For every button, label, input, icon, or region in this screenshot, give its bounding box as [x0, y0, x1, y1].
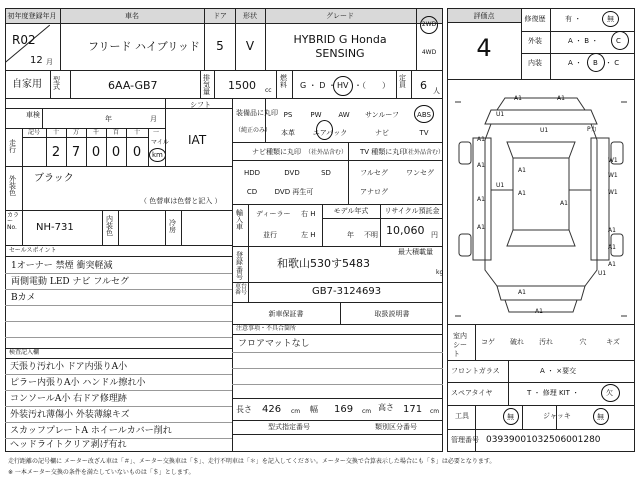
spare-options: T ・ 修理 KIT ・: [527, 389, 580, 397]
height-unit: cm: [430, 408, 440, 415]
damage-mark-21: A1: [518, 289, 526, 296]
import-left: 左 H: [301, 231, 316, 239]
equip-abs: ABS: [417, 111, 431, 119]
mileage-digit-4: 0: [132, 145, 142, 160]
sales-point-1: 1オーナー 禁煙 衝突軽減: [11, 261, 113, 271]
exterior-grade-selected: C: [616, 37, 621, 45]
displacement-label: 排気量: [203, 74, 210, 96]
inspector-note-6: ヘッドライトクリア剥げ有れ: [10, 440, 127, 450]
car-name-label: 車名: [125, 12, 139, 20]
repair-selected: 無: [607, 15, 614, 23]
equip-airbag: エアバック: [312, 129, 348, 137]
interior-grade-selected: B: [593, 59, 598, 67]
seat-hole: 穴: [579, 338, 587, 346]
ac-label: 冷房: [169, 219, 176, 234]
inspector-note-3: コンソールA小 右ドア修理跡: [10, 394, 127, 404]
digit-label-3: 千: [92, 129, 100, 136]
inspection-label: 車検: [26, 111, 40, 119]
reg-year: R02: [12, 33, 36, 47]
damage-mark-22: A1: [535, 308, 543, 315]
digit-label-0: 記号: [27, 129, 41, 136]
seat-scratch: キズ: [606, 338, 620, 346]
tv-oneseg: ワンセグ: [406, 169, 434, 177]
tool-selected: 無: [507, 413, 514, 421]
car-damage-diagram: [447, 80, 635, 324]
grade-line1: HYBRID G Honda: [293, 33, 387, 46]
damage-mark-9: A1: [518, 167, 526, 174]
inspector-note-4: 外装汚れ薄傷小 外装薄線キズ: [10, 410, 130, 420]
equip-sunroof: サンルーフ: [364, 111, 400, 119]
capacity: 6: [420, 79, 427, 92]
inspector-label: 検査記入欄: [9, 349, 40, 356]
sales-point-3: Bカメ: [11, 293, 36, 303]
interior-grade-options: A ・: [568, 59, 583, 67]
equip-leather: 本革: [281, 129, 295, 137]
inspector-note-2: ピラー内張りA小 ハンドル擦れ小: [10, 378, 146, 388]
height-label: 高さ: [378, 403, 394, 412]
damage-mark-14: A1: [477, 196, 485, 203]
mgmt-number: 03939001032506001280: [486, 435, 601, 445]
drive-4wd: 4WD: [421, 49, 437, 56]
damage-mark-8: W1: [608, 157, 618, 164]
digit-label-5: 十: [133, 129, 141, 136]
repair-options: 有 ・: [565, 15, 582, 23]
plate-label: 登録番号: [236, 251, 243, 282]
equip-aw: AW: [338, 111, 350, 119]
capacity-unit: 人: [433, 87, 440, 95]
model: 6AA-GB7: [108, 79, 158, 92]
damage-mark-10: W1: [608, 172, 618, 179]
footer-line-1: 走行距離の記号欄に メーター改ざん車は「＃」、メーター交換車は「＄」、走行不明車は「＊」を記入してください。メーター交換で合算表示した場合にも「＄」は必要となります。: [8, 458, 496, 465]
damage-mark-11: W1: [608, 189, 618, 196]
damage-mark-20: U1: [598, 270, 607, 277]
fuel-options: G ・ D ・: [300, 81, 336, 90]
seat-stain: 汚れ: [539, 338, 553, 346]
door-label: ドア: [213, 12, 227, 20]
chassis-label: 車台番号: [235, 283, 248, 296]
digit-label-6: 一: [152, 129, 160, 136]
shift-value: IAT: [188, 133, 207, 147]
navi-cd: CD: [246, 188, 258, 196]
model-year-unknown: 不明: [364, 231, 378, 239]
shape-label: 形状: [243, 12, 257, 20]
max-load-kg: kg: [436, 269, 444, 276]
equip-ps: PS: [283, 111, 293, 119]
score-label: 評価点: [473, 12, 495, 20]
equipment-label: 装備品に丸印: [236, 109, 278, 117]
mileage-label: 走行: [9, 139, 16, 154]
damage-mark-7: A1: [477, 162, 485, 169]
width-unit: cm: [362, 408, 372, 415]
mileage-digit-2: 0: [91, 145, 101, 160]
car-name: フリード ハイブリッド: [88, 40, 200, 53]
damage-mark-6: U1: [540, 127, 549, 134]
spare-label: スペアタイヤ: [451, 389, 493, 397]
digit-label-2: 万: [72, 129, 80, 136]
navi-dvd: DVD: [284, 169, 300, 177]
mileage-digit-1: 7: [71, 145, 81, 160]
import-dealer: ディーラー: [256, 210, 291, 218]
inspection-year-label: 年: [105, 115, 112, 123]
use-type: 自家用: [12, 79, 42, 90]
color-no-label: カラーNo.: [7, 212, 20, 231]
navi-sub: （社外品含む）: [305, 149, 348, 156]
month-unit: 月: [46, 58, 53, 66]
exterior-color: ブラック: [34, 173, 74, 184]
km-label: km: [152, 151, 163, 159]
length-value: 426: [262, 404, 282, 415]
model-spec-label: 型式指定番号: [268, 423, 310, 431]
drive-2wd: 2WD: [421, 21, 437, 28]
caution-label: 注意事項・不具合箇所: [236, 325, 297, 332]
navi-dvd-play: DVD 再生可: [274, 188, 314, 196]
interior-grade-label: 内装: [528, 59, 542, 67]
damage-mark-12: A1: [518, 190, 526, 197]
equip-tv: TV: [419, 129, 429, 137]
mile-label: マイル: [151, 139, 169, 146]
model-year-label: モデル年式: [333, 207, 369, 215]
damage-mark-15: A1: [560, 200, 568, 207]
plate-value: 和歌山530す5483: [277, 257, 370, 270]
tv-analog: アナログ: [360, 188, 388, 196]
windshield-value: A ・ ×要交: [540, 367, 577, 375]
inspection-month-label: 月: [150, 115, 157, 123]
sales-point-label: セールスポイント: [9, 247, 57, 254]
windshield-label: フロントガラス: [451, 367, 500, 375]
interior-grade-rest: ・ C: [605, 59, 620, 67]
mileage-digit-3: 0: [111, 145, 121, 160]
color-no: NH-731: [36, 222, 74, 233]
repair-label: 修復歴: [524, 15, 546, 23]
fuel-label: 燃料: [280, 74, 287, 89]
exterior-grade-label: 外装: [528, 37, 542, 45]
import-right: 右 H: [301, 210, 316, 218]
damage-mark-19: A1: [608, 261, 616, 268]
damage-mark-2: A1: [557, 95, 565, 102]
grade-line2: SENSING: [315, 47, 365, 60]
damage-mark-17: A1: [608, 227, 616, 234]
seat-burn: コゲ: [481, 338, 495, 346]
jack-selected: 無: [597, 413, 604, 421]
tv-fullseg: フルセグ: [360, 169, 388, 177]
damage-mark-3: U1: [496, 111, 505, 118]
sales-point-2: 両側電動 LED ナビ フルセグ: [11, 277, 129, 287]
equip-pw: PW: [310, 111, 322, 119]
damage-mark-5: A1: [477, 136, 485, 143]
width-label: 幅: [310, 405, 318, 414]
reg-month: 12: [30, 55, 43, 66]
exterior-color-label: 外装色: [9, 175, 16, 197]
damage-mark-16: A1: [477, 224, 485, 231]
recycle-label: リサイクル預託金: [384, 207, 440, 215]
navi-hdd: HDD: [243, 169, 261, 177]
footer-line-2: ※ 一本メーター交換の条件を満たしていないものは「＄」とします。: [8, 469, 195, 476]
tv-sub: （社外品含む）: [402, 149, 445, 156]
spare-selected: 欠: [606, 389, 613, 397]
tool-label: 工具: [455, 412, 469, 420]
color-note: （ 色替車は色替と記入 ）: [140, 197, 222, 205]
exterior-grade-options: A ・ B ・: [568, 37, 599, 45]
jack-label: ジャッキ: [543, 412, 571, 420]
seat-label: 室内シート: [453, 332, 467, 359]
equipment-sub: （純正のみ）: [235, 127, 272, 134]
displacement: 1500: [228, 79, 256, 92]
import-parallel: 並行: [263, 231, 277, 239]
fuel-rest: ・（ ）: [354, 81, 390, 90]
recycle-value: 10,060: [386, 224, 425, 237]
import-label: 輸入車: [236, 209, 243, 231]
damage-mark-4: P力: [587, 126, 597, 133]
mgmt-label: 管理番号: [451, 436, 479, 444]
shift-label: シフト: [190, 101, 211, 109]
model-label: 型式: [53, 76, 60, 91]
inspector-note-1: 天張り汚れ小 ドア内張りA小: [10, 362, 128, 372]
category-label: 類別区分番号: [375, 423, 417, 431]
length-unit: cm: [291, 408, 301, 415]
capacity-label: 定員: [399, 74, 406, 89]
damage-mark-13: U1: [496, 182, 505, 189]
damage-mark-18: A1: [608, 244, 616, 251]
manual: 取扱説明書: [374, 310, 410, 318]
damage-mark-1: A1: [514, 95, 522, 102]
height-value: 171: [403, 404, 423, 415]
score-value: 4: [476, 34, 492, 62]
fuel-hv: HV: [337, 81, 349, 90]
mileage-digit-0: 2: [51, 145, 61, 160]
new-warranty: 新車保証書: [268, 310, 304, 318]
cc-unit: cc: [265, 87, 272, 94]
digit-label-1: 十: [52, 129, 60, 136]
model-year-unit: 年: [347, 231, 354, 239]
navi-title: ナビ種類に丸印: [252, 148, 301, 156]
digit-label-4: 百: [112, 129, 120, 136]
caution-value: フロアマットなし: [238, 339, 310, 349]
length-label: 長さ: [236, 405, 252, 414]
navi-sd: SD: [321, 169, 331, 177]
max-load-label: 最大積載量: [398, 248, 433, 256]
tv-title: TV 種類に丸印: [360, 148, 407, 156]
equip-navi: ナビ: [375, 129, 389, 137]
doors: 5: [216, 39, 224, 53]
shape: V: [245, 39, 255, 53]
chassis-value: GB7-3124693: [312, 286, 382, 297]
width-value: 169: [334, 404, 354, 415]
seat-tear: 破れ: [510, 338, 524, 346]
recycle-yen: 円: [431, 231, 438, 239]
interior-color-label: 内装色: [106, 215, 113, 237]
inspector-note-5: スカッフプレートA ホイールカバー削れ: [10, 426, 172, 436]
grade-label: グレード: [326, 12, 354, 20]
reg-date-label: 初年度登録年月: [7, 12, 57, 20]
